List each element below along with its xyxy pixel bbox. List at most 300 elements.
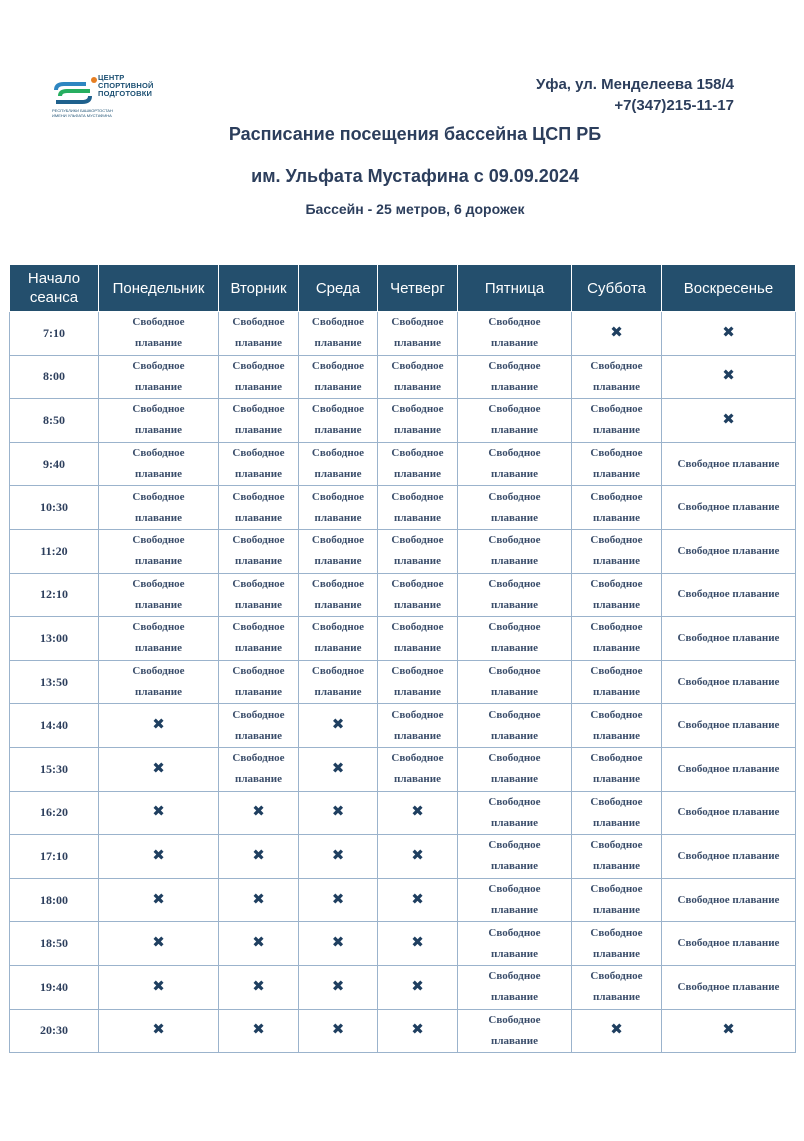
free-swim-label: плавание bbox=[234, 598, 282, 611]
cross-icon: ✖ bbox=[331, 933, 345, 952]
logo-sub-line: РЕСПУБЛИКИ БАШКОРТОСТАН bbox=[52, 108, 113, 113]
session-time: 17:10 bbox=[10, 835, 99, 879]
free-swim-label: плавание bbox=[592, 555, 640, 568]
free-swim-cell bbox=[299, 399, 378, 443]
closed-cell bbox=[219, 791, 299, 835]
free-swim-label: Свободное bbox=[232, 708, 285, 721]
closed-cell bbox=[219, 878, 299, 922]
header-wednesday: Среда bbox=[299, 265, 378, 312]
table-row bbox=[10, 617, 796, 661]
closed-cell bbox=[99, 704, 219, 748]
free-swim-label: плавание bbox=[592, 380, 640, 393]
free-swim-label: Свободное bbox=[488, 1013, 541, 1026]
schedule-table bbox=[9, 264, 796, 1053]
free-swim-label: Свободное bbox=[488, 316, 541, 329]
free-swim-label: Свободное bbox=[132, 490, 185, 503]
free-swim-cell bbox=[219, 704, 299, 748]
table-row bbox=[10, 878, 796, 922]
cross-icon: ✖ bbox=[411, 1020, 424, 1039]
logo-subtitle bbox=[52, 108, 174, 118]
free-swim-cell bbox=[458, 747, 572, 791]
free-swim-label: Свободное bbox=[132, 316, 185, 329]
closed-cell bbox=[99, 1009, 219, 1053]
free-swim-cell bbox=[378, 660, 458, 704]
free-swim-label: плавание bbox=[134, 555, 182, 568]
free-swim-cell bbox=[378, 617, 458, 661]
free-swim-label: Свободное bbox=[590, 970, 643, 983]
free-swim-label: плавание bbox=[393, 773, 441, 786]
logo-line: ПОДГОТОВКИ bbox=[98, 89, 153, 98]
free-swim-cell: Свободное плавание bbox=[662, 747, 796, 791]
free-swim-label: плавание bbox=[234, 468, 282, 481]
closed-cell bbox=[662, 312, 796, 356]
free-swim-label: Свободное bbox=[132, 403, 185, 416]
table-row bbox=[10, 922, 796, 966]
cross-icon: ✖ bbox=[252, 889, 265, 908]
free-swim-cell: Свободное плавание bbox=[662, 835, 796, 879]
closed-cell bbox=[378, 922, 458, 966]
table-row bbox=[10, 835, 796, 879]
free-swim-label: Свободное bbox=[590, 359, 643, 372]
free-swim-label: плавание bbox=[314, 511, 362, 524]
table-row bbox=[10, 355, 796, 399]
cross-icon: ✖ bbox=[252, 845, 265, 864]
free-swim-label: Свободное bbox=[132, 621, 185, 634]
free-swim-label: Свободное bbox=[132, 577, 185, 590]
cross-icon: ✖ bbox=[252, 976, 265, 995]
free-swim-label: плавание bbox=[393, 642, 441, 655]
session-time: 9:40 bbox=[10, 442, 99, 486]
session-time: 8:50 bbox=[10, 399, 99, 443]
free-swim-label: плавание bbox=[490, 686, 538, 699]
cross-icon: ✖ bbox=[152, 889, 165, 908]
free-swim-cell bbox=[572, 791, 662, 835]
free-swim-label: плавание bbox=[490, 860, 538, 873]
free-swim-label: плавание bbox=[592, 642, 640, 655]
session-time: 18:50 bbox=[10, 922, 99, 966]
cross-icon: ✖ bbox=[411, 976, 424, 995]
free-swim-label: плавание bbox=[592, 424, 640, 437]
free-swim-label: плавание bbox=[314, 468, 362, 481]
free-swim-label: Свободное bbox=[488, 534, 541, 547]
session-time: 14:40 bbox=[10, 704, 99, 748]
cross-icon: ✖ bbox=[152, 976, 165, 995]
cross-icon: ✖ bbox=[331, 889, 345, 908]
free-swim-label: Свободное bbox=[590, 621, 643, 634]
cross-icon: ✖ bbox=[722, 322, 735, 341]
free-swim-label: Свободное bbox=[590, 839, 643, 852]
cross-icon: ✖ bbox=[411, 933, 424, 952]
cross-icon: ✖ bbox=[252, 802, 265, 821]
free-swim-label: плавание bbox=[592, 598, 640, 611]
free-swim-cell bbox=[219, 486, 299, 530]
free-swim-label: Свободное bbox=[488, 359, 541, 372]
free-swim-label: плавание bbox=[490, 904, 538, 917]
free-swim-label: Свободное bbox=[590, 795, 643, 808]
free-swim-label: Свободное bbox=[391, 752, 444, 765]
free-swim-label: Свободное bbox=[590, 665, 643, 678]
free-swim-label: плавание bbox=[393, 380, 441, 393]
free-swim-label: Свободное bbox=[488, 665, 541, 678]
closed-cell bbox=[299, 704, 378, 748]
free-swim-cell bbox=[299, 617, 378, 661]
closed-cell bbox=[378, 791, 458, 835]
free-swim-label: Свободное bbox=[132, 665, 185, 678]
free-swim-label: Свободное bbox=[590, 752, 643, 765]
free-swim-label: Свободное bbox=[311, 621, 365, 634]
free-swim-cell: Свободное плавание bbox=[662, 573, 796, 617]
free-swim-label: плавание bbox=[490, 1034, 538, 1047]
free-swim-cell bbox=[572, 573, 662, 617]
free-swim-label: Свободное bbox=[391, 359, 444, 372]
table-row bbox=[10, 399, 796, 443]
free-swim-cell bbox=[219, 660, 299, 704]
free-swim-label: Свободное bbox=[232, 359, 285, 372]
closed-cell bbox=[99, 835, 219, 879]
free-swim-label: Свободное bbox=[391, 708, 444, 721]
free-swim-label: Свободное bbox=[590, 883, 643, 896]
free-swim-label: Свободное bbox=[232, 403, 285, 416]
closed-cell bbox=[99, 922, 219, 966]
logo-text bbox=[98, 74, 154, 98]
free-swim-cell: Свободное плавание bbox=[662, 442, 796, 486]
closed-cell bbox=[572, 312, 662, 356]
free-swim-label: плавание bbox=[314, 380, 362, 393]
free-swim-label: Свободное bbox=[232, 665, 285, 678]
free-swim-label: плавание bbox=[234, 424, 282, 437]
free-swim-label: плавание bbox=[490, 424, 538, 437]
free-swim-label: Свободное bbox=[590, 708, 643, 721]
closed-cell bbox=[299, 791, 378, 835]
free-swim-cell bbox=[299, 529, 378, 573]
free-swim-label: Свободное bbox=[391, 316, 444, 329]
free-swim-label: плавание bbox=[134, 511, 182, 524]
session-time: 20:30 bbox=[10, 1009, 99, 1053]
free-swim-label: плавание bbox=[314, 424, 362, 437]
table-row bbox=[10, 1009, 796, 1053]
free-swim-label: Свободное bbox=[232, 534, 285, 547]
cross-icon: ✖ bbox=[152, 715, 165, 734]
closed-cell bbox=[219, 965, 299, 1009]
free-swim-label: плавание bbox=[592, 860, 640, 873]
table-row bbox=[10, 529, 796, 573]
free-swim-label: плавание bbox=[234, 337, 282, 350]
free-swim-label: Свободное bbox=[311, 316, 365, 329]
free-swim-label: плавание bbox=[490, 816, 538, 829]
cross-icon: ✖ bbox=[610, 322, 623, 341]
cross-icon: ✖ bbox=[331, 758, 345, 777]
cross-icon: ✖ bbox=[722, 409, 735, 428]
free-swim-label: Свободное bbox=[590, 403, 643, 416]
free-swim-cell bbox=[378, 486, 458, 530]
cross-icon: ✖ bbox=[152, 802, 165, 821]
free-swim-cell: Свободное плавание bbox=[662, 486, 796, 530]
free-swim-cell bbox=[572, 922, 662, 966]
free-swim-cell: Свободное плавание bbox=[662, 529, 796, 573]
free-swim-label: плавание bbox=[393, 729, 441, 742]
closed-cell bbox=[219, 922, 299, 966]
closed-cell bbox=[299, 965, 378, 1009]
free-swim-label: плавание bbox=[134, 424, 182, 437]
free-swim-cell bbox=[99, 617, 219, 661]
free-swim-label: плавание bbox=[234, 380, 282, 393]
session-time: 19:40 bbox=[10, 965, 99, 1009]
free-swim-label: Свободное bbox=[232, 316, 285, 329]
table-row bbox=[10, 660, 796, 704]
header-tuesday: Вторник bbox=[219, 265, 299, 312]
free-swim-label: Свободное bbox=[391, 665, 444, 678]
table-row bbox=[10, 312, 796, 356]
closed-cell bbox=[299, 878, 378, 922]
closed-cell bbox=[662, 399, 796, 443]
free-swim-cell bbox=[378, 573, 458, 617]
session-time: 13:00 bbox=[10, 617, 99, 661]
cross-icon: ✖ bbox=[331, 976, 345, 995]
table-row bbox=[10, 791, 796, 835]
free-swim-label: плавание bbox=[490, 598, 538, 611]
free-swim-cell bbox=[572, 529, 662, 573]
free-swim-label: плавание bbox=[592, 947, 640, 960]
cross-icon: ✖ bbox=[331, 1020, 345, 1039]
free-swim-label: Свободное bbox=[391, 621, 444, 634]
free-swim-label: Свободное bbox=[391, 403, 444, 416]
free-swim-cell bbox=[219, 573, 299, 617]
free-swim-cell: Свободное плавание bbox=[662, 791, 796, 835]
free-swim-cell bbox=[299, 312, 378, 356]
free-swim-label: плавание bbox=[134, 337, 182, 350]
free-swim-label: Свободное bbox=[590, 534, 643, 547]
free-swim-cell bbox=[219, 529, 299, 573]
free-swim-cell: Свободное плавание bbox=[662, 660, 796, 704]
free-swim-label: Свободное bbox=[488, 752, 541, 765]
free-swim-label: плавание bbox=[134, 686, 182, 699]
cross-icon: ✖ bbox=[411, 845, 424, 864]
free-swim-cell bbox=[572, 704, 662, 748]
free-swim-cell bbox=[99, 442, 219, 486]
free-swim-label: Свободное bbox=[488, 883, 541, 896]
free-swim-cell bbox=[378, 529, 458, 573]
contact-block bbox=[536, 74, 734, 116]
free-swim-label: плавание bbox=[592, 991, 640, 1004]
free-swim-label: плавание bbox=[314, 642, 362, 655]
cross-icon: ✖ bbox=[152, 845, 165, 864]
free-swim-cell bbox=[378, 704, 458, 748]
closed-cell bbox=[219, 835, 299, 879]
free-swim-cell bbox=[299, 486, 378, 530]
cross-icon: ✖ bbox=[722, 1020, 735, 1039]
free-swim-cell: Свободное плавание bbox=[662, 922, 796, 966]
free-swim-cell bbox=[458, 399, 572, 443]
free-swim-label: плавание bbox=[393, 468, 441, 481]
free-swim-label: плавание bbox=[393, 598, 441, 611]
free-swim-label: плавание bbox=[592, 773, 640, 786]
session-time: 11:20 bbox=[10, 529, 99, 573]
free-swim-cell bbox=[572, 355, 662, 399]
free-swim-label: Свободное bbox=[232, 577, 285, 590]
free-swim-cell bbox=[458, 355, 572, 399]
free-swim-label: Свободное bbox=[391, 577, 444, 590]
free-swim-cell bbox=[572, 747, 662, 791]
free-swim-label: Свободное bbox=[488, 839, 541, 852]
free-swim-label: Свободное bbox=[132, 447, 185, 460]
free-swim-label: плавание bbox=[314, 555, 362, 568]
free-swim-cell bbox=[458, 573, 572, 617]
free-swim-label: Свободное bbox=[311, 577, 365, 590]
table-row bbox=[10, 704, 796, 748]
free-swim-cell bbox=[572, 399, 662, 443]
free-swim-cell: Свободное плавание bbox=[662, 704, 796, 748]
free-swim-cell bbox=[572, 660, 662, 704]
closed-cell bbox=[99, 965, 219, 1009]
free-swim-label: плавание bbox=[393, 511, 441, 524]
closed-cell bbox=[378, 1009, 458, 1053]
session-time: 12:10 bbox=[10, 573, 99, 617]
free-swim-label: Свободное bbox=[488, 403, 541, 416]
free-swim-label: Свободное bbox=[311, 534, 365, 547]
schedule-body bbox=[10, 312, 796, 1053]
free-swim-cell bbox=[219, 617, 299, 661]
free-swim-cell bbox=[299, 355, 378, 399]
free-swim-label: плавание bbox=[134, 468, 182, 481]
free-swim-label: плавание bbox=[592, 686, 640, 699]
free-swim-cell bbox=[458, 529, 572, 573]
free-swim-label: плавание bbox=[234, 686, 282, 699]
free-swim-cell bbox=[458, 486, 572, 530]
free-swim-label: плавание bbox=[592, 729, 640, 742]
free-swim-cell bbox=[378, 355, 458, 399]
free-swim-cell bbox=[572, 486, 662, 530]
closed-cell bbox=[299, 835, 378, 879]
closed-cell bbox=[662, 1009, 796, 1053]
free-swim-cell bbox=[458, 878, 572, 922]
logo bbox=[52, 68, 172, 124]
closed-cell bbox=[378, 835, 458, 879]
free-swim-label: плавание bbox=[490, 555, 538, 568]
page-title: Расписание посещения бассейна ЦСП РБ bbox=[228, 124, 602, 144]
free-swim-cell bbox=[299, 573, 378, 617]
closed-cell bbox=[99, 747, 219, 791]
free-swim-label: Свободное bbox=[391, 447, 444, 460]
free-swim-label: плавание bbox=[393, 555, 441, 568]
free-swim-label: плавание bbox=[490, 773, 538, 786]
free-swim-label: Свободное bbox=[488, 795, 541, 808]
closed-cell bbox=[99, 878, 219, 922]
free-swim-label: плавание bbox=[134, 380, 182, 393]
free-swim-cell bbox=[99, 486, 219, 530]
session-time: 8:00 bbox=[10, 355, 99, 399]
pool-info: Бассейн - 25 метров, 6 дорожек bbox=[305, 201, 525, 217]
logo-line: ЦЕНТР bbox=[98, 73, 125, 82]
free-swim-cell bbox=[458, 617, 572, 661]
table-row bbox=[10, 486, 796, 530]
free-swim-label: Свободное bbox=[488, 970, 541, 983]
free-swim-cell bbox=[458, 922, 572, 966]
free-swim-label: Свободное bbox=[488, 621, 541, 634]
session-time: 13:50 bbox=[10, 660, 99, 704]
closed-cell bbox=[378, 965, 458, 1009]
free-swim-cell bbox=[99, 399, 219, 443]
free-swim-label: плавание bbox=[314, 598, 362, 611]
free-swim-label: плавание bbox=[490, 729, 538, 742]
free-swim-cell bbox=[299, 660, 378, 704]
free-swim-label: плавание bbox=[393, 337, 441, 350]
table-row bbox=[10, 965, 796, 1009]
free-swim-label: плавание bbox=[134, 598, 182, 611]
header-sunday: Воскресенье bbox=[662, 265, 796, 312]
free-swim-label: плавание bbox=[314, 337, 362, 350]
session-time: 15:30 bbox=[10, 747, 99, 791]
free-swim-cell bbox=[572, 878, 662, 922]
free-swim-label: Свободное bbox=[590, 577, 643, 590]
free-swim-cell bbox=[458, 442, 572, 486]
logo-sub-line: ИМЕНИ УЛЬФАТА МУСТАФИНА bbox=[52, 113, 112, 118]
closed-cell bbox=[299, 922, 378, 966]
free-swim-label: Свободное bbox=[391, 534, 444, 547]
free-swim-cell bbox=[458, 965, 572, 1009]
free-swim-label: Свободное bbox=[488, 490, 541, 503]
cross-icon: ✖ bbox=[331, 715, 345, 734]
session-time: 7:10 bbox=[10, 312, 99, 356]
free-swim-label: плавание bbox=[234, 642, 282, 655]
free-swim-cell bbox=[572, 835, 662, 879]
free-swim-label: Свободное bbox=[311, 665, 365, 678]
free-swim-cell bbox=[572, 965, 662, 1009]
cross-icon: ✖ bbox=[152, 758, 165, 777]
cross-icon: ✖ bbox=[331, 802, 345, 821]
header-thursday: Четверг bbox=[378, 265, 458, 312]
header-session-start: Начало сеанса bbox=[10, 265, 99, 312]
cross-icon: ✖ bbox=[411, 802, 424, 821]
free-swim-label: плавание bbox=[490, 947, 538, 960]
closed-cell bbox=[572, 1009, 662, 1053]
table-row bbox=[10, 747, 796, 791]
free-swim-cell bbox=[572, 442, 662, 486]
cross-icon: ✖ bbox=[722, 366, 735, 385]
free-swim-cell bbox=[219, 355, 299, 399]
free-swim-label: Свободное bbox=[590, 490, 643, 503]
free-swim-label: Свободное bbox=[232, 621, 285, 634]
closed-cell bbox=[378, 878, 458, 922]
table-row bbox=[10, 442, 796, 486]
logo-line: СПОРТИВНОЙ bbox=[98, 81, 154, 90]
header-saturday: Суббота bbox=[572, 265, 662, 312]
header-friday: Пятница bbox=[458, 265, 572, 312]
free-swim-label: плавание bbox=[314, 686, 362, 699]
session-time: 16:20 bbox=[10, 791, 99, 835]
table-row bbox=[10, 573, 796, 617]
free-swim-label: Свободное bbox=[391, 490, 444, 503]
free-swim-label: плавание bbox=[234, 511, 282, 524]
closed-cell bbox=[99, 791, 219, 835]
free-swim-label: плавание bbox=[134, 642, 182, 655]
free-swim-cell: Свободное плавание bbox=[662, 878, 796, 922]
cross-icon: ✖ bbox=[252, 1020, 265, 1039]
free-swim-cell bbox=[219, 399, 299, 443]
free-swim-label: Свободное bbox=[488, 708, 541, 721]
free-swim-label: плавание bbox=[490, 511, 538, 524]
free-swim-label: плавание bbox=[490, 380, 538, 393]
cross-icon: ✖ bbox=[252, 933, 265, 952]
free-swim-label: плавание bbox=[490, 468, 538, 481]
free-swim-label: плавание bbox=[592, 468, 640, 481]
address: Уфа, ул. Менделеева 158/4 bbox=[536, 76, 734, 93]
free-swim-label: Свободное bbox=[132, 359, 185, 372]
free-swim-cell bbox=[219, 312, 299, 356]
cross-icon: ✖ bbox=[152, 933, 165, 952]
free-swim-label: плавание bbox=[592, 816, 640, 829]
free-swim-label: Свободное bbox=[232, 752, 285, 765]
free-swim-label: Свободное bbox=[590, 447, 643, 460]
